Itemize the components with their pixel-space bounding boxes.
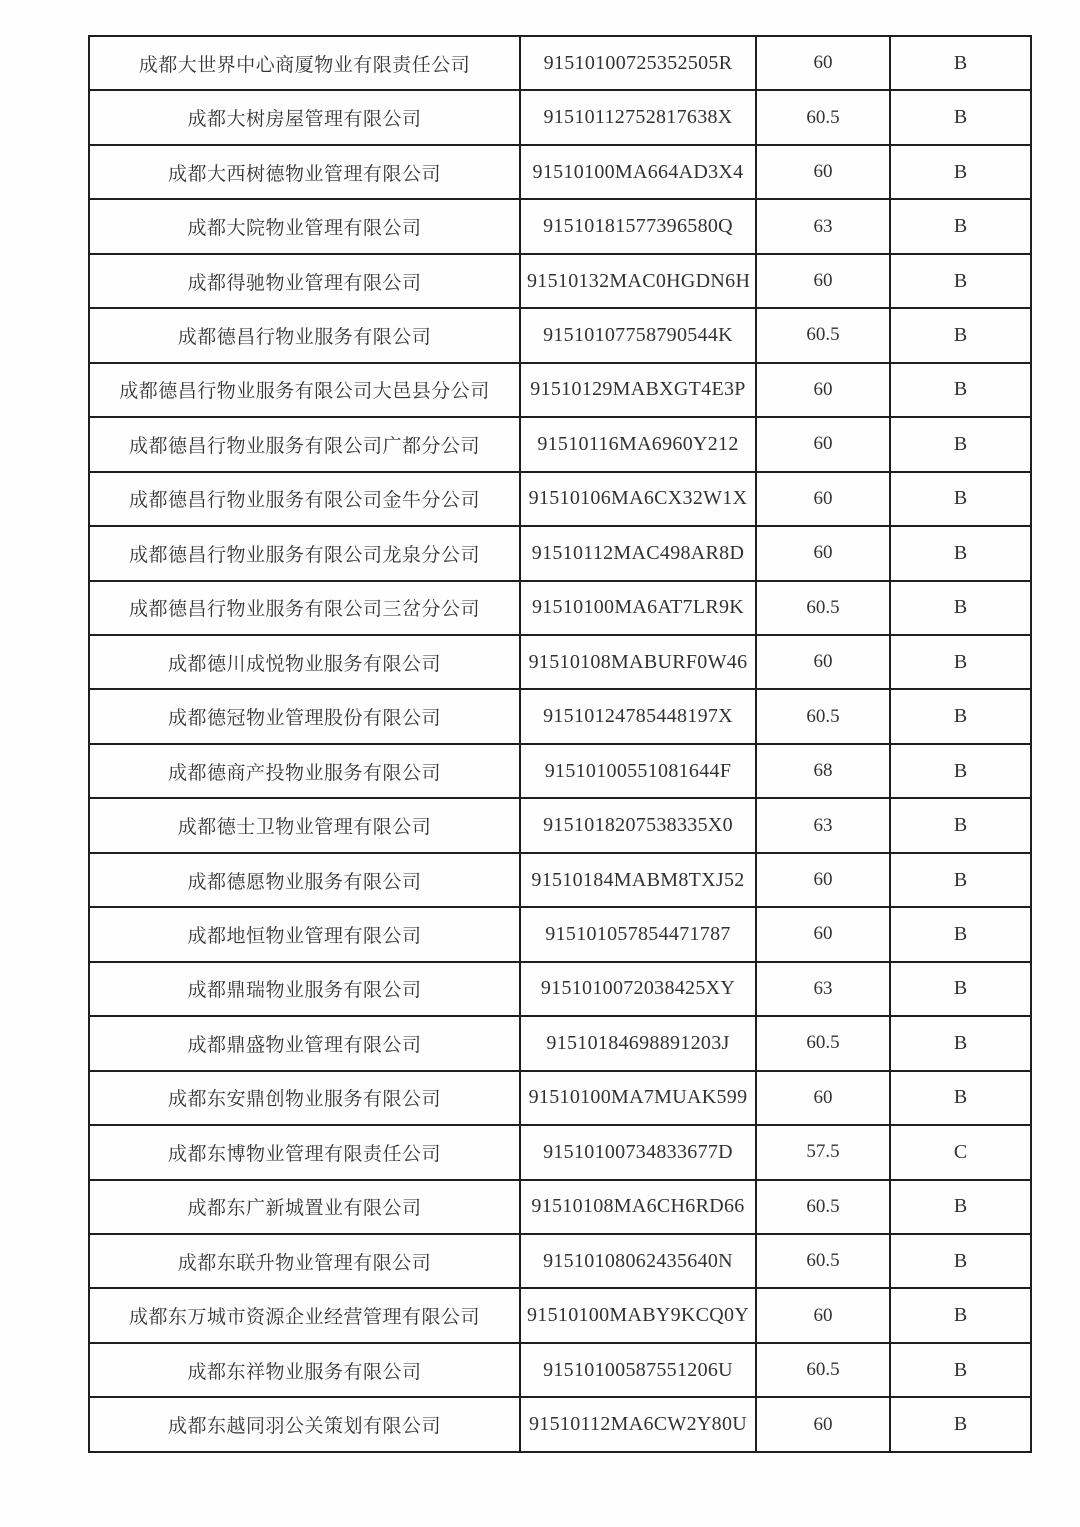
company-name-cell: 成都鼎盛物业管理有限公司	[89, 1016, 520, 1070]
credit-code-cell: 91510184698891203J	[520, 1016, 756, 1070]
company-name-cell: 成都大西树德物业管理有限公司	[89, 145, 520, 199]
company-name-cell: 成都得驰物业管理有限公司	[89, 254, 520, 308]
score-cell: 60.5	[756, 308, 890, 362]
table-row	[89, 199, 1031, 253]
company-name-cell: 成都大院物业管理有限公司	[89, 199, 520, 253]
table-row	[89, 90, 1031, 144]
score-cell: 60.5	[756, 1234, 890, 1288]
score-cell: 63	[756, 798, 890, 852]
company-name-cell: 成都东万城市资源企业经营管理有限公司	[89, 1288, 520, 1342]
rating-cell: B	[890, 962, 1031, 1016]
credit-code-cell: 91510100MA664AD3X4	[520, 145, 756, 199]
company-name-cell: 成都德昌行物业服务有限公司金牛分公司	[89, 472, 520, 526]
score-cell: 60	[756, 363, 890, 417]
rating-cell: B	[890, 145, 1031, 199]
rating-cell: B	[890, 1397, 1031, 1452]
company-name-cell: 成都鼎瑞物业服务有限公司	[89, 962, 520, 1016]
table-row	[89, 1397, 1031, 1452]
credit-code-cell: 91510132MAC0HGDN6H	[520, 254, 756, 308]
score-cell: 63	[756, 199, 890, 253]
credit-code-cell: 9151018207538335X0	[520, 798, 756, 852]
credit-code-cell: 91510184MABM8TXJ52	[520, 853, 756, 907]
rating-cell: B	[890, 689, 1031, 743]
credit-code-cell: 91510100MA6AT7LR9K	[520, 581, 756, 635]
rating-cell: B	[890, 635, 1031, 689]
credit-code-cell: 9151010072038425XY	[520, 962, 756, 1016]
rating-cell: C	[890, 1125, 1031, 1179]
credit-code-cell: 91510100MABY9KCQ0Y	[520, 1288, 756, 1342]
table-row	[89, 36, 1031, 90]
table-row	[89, 962, 1031, 1016]
table-row	[89, 526, 1031, 580]
credit-code-cell: 91510100587551206U	[520, 1343, 756, 1397]
credit-code-cell: 91510108MA6CH6RD66	[520, 1180, 756, 1234]
table-row	[89, 907, 1031, 961]
credit-code-cell: 91510106MA6CX32W1X	[520, 472, 756, 526]
rating-cell: B	[890, 798, 1031, 852]
credit-code-cell: 91510100551081644F	[520, 744, 756, 798]
table-row	[89, 744, 1031, 798]
credit-code-cell: 91510108062435640N	[520, 1234, 756, 1288]
score-cell: 60	[756, 635, 890, 689]
table-row	[89, 798, 1031, 852]
score-cell: 60	[756, 526, 890, 580]
company-name-cell: 成都地恒物业管理有限公司	[89, 907, 520, 961]
company-name-cell: 成都东安鼎创物业服务有限公司	[89, 1071, 520, 1125]
rating-cell: B	[890, 1180, 1031, 1234]
company-name-cell: 成都东博物业管理有限责任公司	[89, 1125, 520, 1179]
rating-cell: B	[890, 363, 1031, 417]
credit-code-cell: 91510112MA6CW2Y80U	[520, 1397, 756, 1452]
score-cell: 60.5	[756, 1180, 890, 1234]
score-cell: 60	[756, 472, 890, 526]
rating-cell: B	[890, 526, 1031, 580]
table-row	[89, 1125, 1031, 1179]
company-name-cell: 成都德昌行物业服务有限公司大邑县分公司	[89, 363, 520, 417]
rating-cell: B	[890, 199, 1031, 253]
score-cell: 57.5	[756, 1125, 890, 1179]
table-row	[89, 1016, 1031, 1070]
score-cell: 60.5	[756, 689, 890, 743]
rating-cell: B	[890, 90, 1031, 144]
rating-cell: B	[890, 1288, 1031, 1342]
score-cell: 60.5	[756, 581, 890, 635]
credit-code-cell: 91510112MAC498AR8D	[520, 526, 756, 580]
company-name-cell: 成都德昌行物业服务有限公司	[89, 308, 520, 362]
company-name-cell: 成都德士卫物业管理有限公司	[89, 798, 520, 852]
rating-cell: B	[890, 1016, 1031, 1070]
rating-cell: B	[890, 254, 1031, 308]
company-name-cell: 成都东祥物业服务有限公司	[89, 1343, 520, 1397]
score-cell: 60.5	[756, 90, 890, 144]
rating-cell: B	[890, 1343, 1031, 1397]
credit-code-cell: 91510116MA6960Y212	[520, 417, 756, 471]
rating-cell: B	[890, 472, 1031, 526]
company-name-cell: 成都东联升物业管理有限公司	[89, 1234, 520, 1288]
table-row	[89, 1234, 1031, 1288]
rating-cell: B	[890, 853, 1031, 907]
credit-code-cell: 91510108MABURF0W46	[520, 635, 756, 689]
credit-code-cell: 91510100734833677D	[520, 1125, 756, 1179]
rating-cell: B	[890, 581, 1031, 635]
score-cell: 60	[756, 853, 890, 907]
credit-code-cell: 91510100725352505R	[520, 36, 756, 90]
company-name-cell: 成都德昌行物业服务有限公司三岔分公司	[89, 581, 520, 635]
rating-cell: B	[890, 744, 1031, 798]
credit-code-cell: 91510181577396580Q	[520, 199, 756, 253]
score-cell: 60	[756, 254, 890, 308]
table-body	[89, 36, 1031, 1452]
table-row	[89, 417, 1031, 471]
table-row	[89, 363, 1031, 417]
table-row	[89, 581, 1031, 635]
table-row	[89, 1288, 1031, 1342]
table-row	[89, 1071, 1031, 1125]
rating-cell: B	[890, 36, 1031, 90]
company-name-cell: 成都德昌行物业服务有限公司龙泉分公司	[89, 526, 520, 580]
table-row	[89, 1343, 1031, 1397]
company-name-cell: 成都大世界中心商厦物业有限责任公司	[89, 36, 520, 90]
company-name-cell: 成都德商产投物业服务有限公司	[89, 744, 520, 798]
company-name-cell: 成都德愿物业服务有限公司	[89, 853, 520, 907]
table-row	[89, 635, 1031, 689]
rating-cell: B	[890, 417, 1031, 471]
company-name-cell: 成都德川成悦物业服务有限公司	[89, 635, 520, 689]
rating-cell: B	[890, 1071, 1031, 1125]
rating-cell: B	[890, 907, 1031, 961]
score-cell: 63	[756, 962, 890, 1016]
table-row	[89, 308, 1031, 362]
credit-code-cell: 91510107758790544K	[520, 308, 756, 362]
company-rating-table	[88, 35, 1032, 1453]
credit-code-cell: 91510124785448197X	[520, 689, 756, 743]
score-cell: 60.5	[756, 1016, 890, 1070]
credit-code-cell: 91510112752817638X	[520, 90, 756, 144]
company-name-cell: 成都德昌行物业服务有限公司广都分公司	[89, 417, 520, 471]
score-cell: 60	[756, 417, 890, 471]
company-name-cell: 成都东越同羽公关策划有限公司	[89, 1397, 520, 1452]
score-cell: 60.5	[756, 1343, 890, 1397]
rating-cell: B	[890, 1234, 1031, 1288]
score-cell: 60	[756, 145, 890, 199]
score-cell: 60	[756, 1397, 890, 1452]
company-name-cell: 成都大树房屋管理有限公司	[89, 90, 520, 144]
table-row	[89, 1180, 1031, 1234]
score-cell: 60	[756, 907, 890, 961]
table-row	[89, 145, 1031, 199]
score-cell: 60	[756, 36, 890, 90]
score-cell: 60	[756, 1288, 890, 1342]
company-name-cell: 成都东广新城置业有限公司	[89, 1180, 520, 1234]
table-row	[89, 254, 1031, 308]
table-row	[89, 689, 1031, 743]
rating-cell: B	[890, 308, 1031, 362]
table-row	[89, 853, 1031, 907]
score-cell: 68	[756, 744, 890, 798]
credit-code-cell: 91510129MABXGT4E3P	[520, 363, 756, 417]
company-name-cell: 成都德冠物业管理股份有限公司	[89, 689, 520, 743]
credit-code-cell: 915101057854471787	[520, 907, 756, 961]
table-row	[89, 472, 1031, 526]
credit-code-cell: 91510100MA7MUAK599	[520, 1071, 756, 1125]
score-cell: 60	[756, 1071, 890, 1125]
